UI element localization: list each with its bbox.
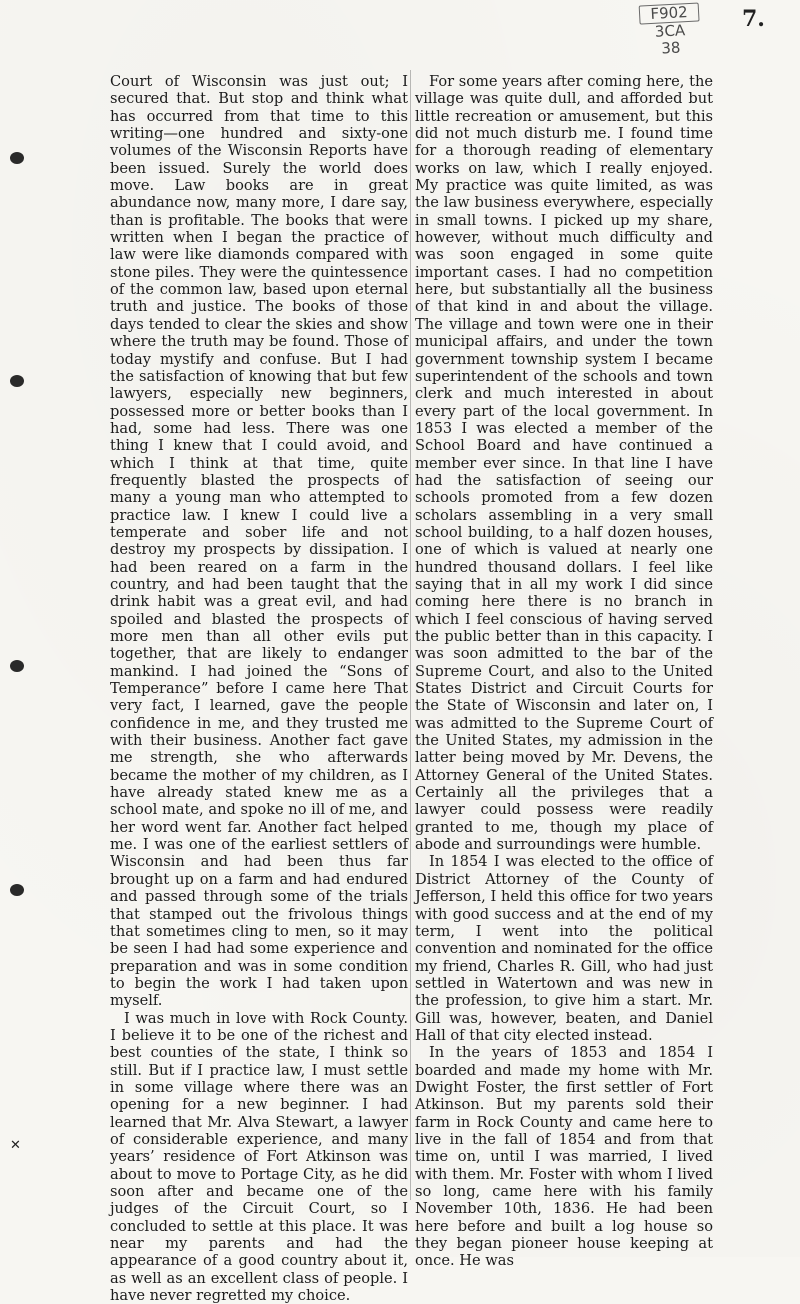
punch-hole-mark xyxy=(10,884,24,896)
paragraph: In the years of 1853 and 1854 I boarded and made my home with Mr. Dwight Foster, the first settler of Fort Atkinson. But my parents sold their farm in Rock County and came here to live in the fall of 1854 and from that time on, until I was married, I lived with them. Mr. Foster with whom I lived so long, came here with his family November 10th, 1836. He had been here before and built a log house so they began pioneer house keeping at once. He was xyxy=(415,1044,713,1270)
paragraph: For some years after coming here, the village was quite dull, and afforded but little recreation or amusement, but this did not much disturb me. I found time for a thorough reading of elementary works on law, which I really enjoyed. My practice was quite limited, as was the law business everywhere, especially in small towns. I picked up my share, however, without much difficulty and was soon engaged in some quite important cases. I had no competition here, but substantially all the business of that kind in and about the village. The village and town were one in their municipal affairs, and under the town government township system I became superintendent of the schools and town clerk and much interested in about every part of the local government. In 1853 I was elected a member of the School Board and have continued a member ever since. In that line I have had the satisfaction of seeing our schools promoted from a few dozen scholars assembling in a very small school building, to a half dozen houses, one of which is valued at nearly one hundred thousand dollars. I feel like saying that in all my work I did since coming here there is no branch in which I feel conscious of having served the public better than in this capacity. I was soon admitted to the bar of the Supreme Court, and also to the United States District and Circuit Courts for the State of Wisconsin and later on, I was admitted to the Supreme Court of the United States, my admission in the latter being moved by Mr. Devens, the Attorney General of the United States. Certainly all the privileges that a lawyer could possess were readily granted to me, though my place of abode and surroundings were humble. xyxy=(415,73,713,854)
archive-mark-line: 38 xyxy=(660,38,681,58)
left-text-column xyxy=(110,73,408,1304)
paragraph: In 1854 I was elected to the office of District Attorney of the County of Jefferson, I held this office for two years with good success and at the end of my term, I went into the political convention and nominated for the office my friend, Charles R. Gill, who had just settled in Watertown and was new in the profession, to give him a start. Mr. Gill was, however, beaten, and Daniel Hall of that city elected instead. xyxy=(415,853,713,1044)
paragraph: Court of Wisconsin was just out; I secured that. But stop and think what has occurred from that time to this writing—one hundred and sixty-one volumes of the Wisconsin Reports have been issued. Surely the world does move. Law books are in great abundance now, many more, I dare say, than is profitable. The books that were written when I began the practice of law were like diamonds compared with stone piles. They were the quintessence of the common law, based upon eternal truth and justice. The books of those days tended to clear the skies and show where the truth may be found. Those of today mystify and confuse. But I had the satisfaction of knowing that but few lawyers, especially new beginners, possessed more or better books than I had, some had less. There was one thing I knew that I could avoid, and which I think at that time, quite frequently blasted the prospects of many a young man who attempted to practice law. I knew I could live a temperate and sober life and not destroy my prospects by dissipation. I had been reared on a farm in the country, and had been taught that the drink habit was a great evil, and had spoiled and blasted the prospects of more men than all other evils put together, that are likely to endanger mankind. I had joined the “Sons of Temperance” before I came here That very fact, I learned, gave the people confidence in me, and they trusted me with their business. Another fact gave me strength, she who afterwards became the mother of my children, as I have already stated knew me as a school mate, and spoke no ill of me, and her word went far. Another fact helped me. I was one of the earliest settlers of Wisconsin and had been thus far brought up on a farm and had endured and passed through some of the trials that stamped out the frivolous things that sometimes cling to men, so it may be seen I had had some experience and preparation and was in some condition to begin the work I had taken upon myself. xyxy=(110,73,408,1010)
punch-hole-mark xyxy=(10,375,24,387)
archive-mark-line: F902 xyxy=(639,2,700,24)
paragraph: I was much in love with Rock County. I believe it to be one of the richest and best counties of the state, I think so still. But if I practice law, I must settle in some village where there was an opening for a new beginner. I had learned that Mr. Alva Stewart, a lawyer of considerable experience, and many years’ residence of Fort Atkinson was about to move to Portage City, as he did soon after and became one of the judges of the Circuit Court, so I concluded to settle at this place. It was near my parents and had the appearance of a good country about it, as well as an excellent class of people. I have never regretted my choice. xyxy=(110,1009,408,1304)
page-number: 7. xyxy=(742,6,765,32)
punch-hole-mark xyxy=(10,152,24,164)
punch-hole-mark xyxy=(10,660,24,672)
archive-mark-line: 3CA xyxy=(654,21,686,41)
column-divider xyxy=(410,70,411,1200)
right-text-column xyxy=(415,73,713,1270)
archive-call-number xyxy=(639,2,702,58)
margin-cross-mark: ✕ xyxy=(10,1138,21,1153)
